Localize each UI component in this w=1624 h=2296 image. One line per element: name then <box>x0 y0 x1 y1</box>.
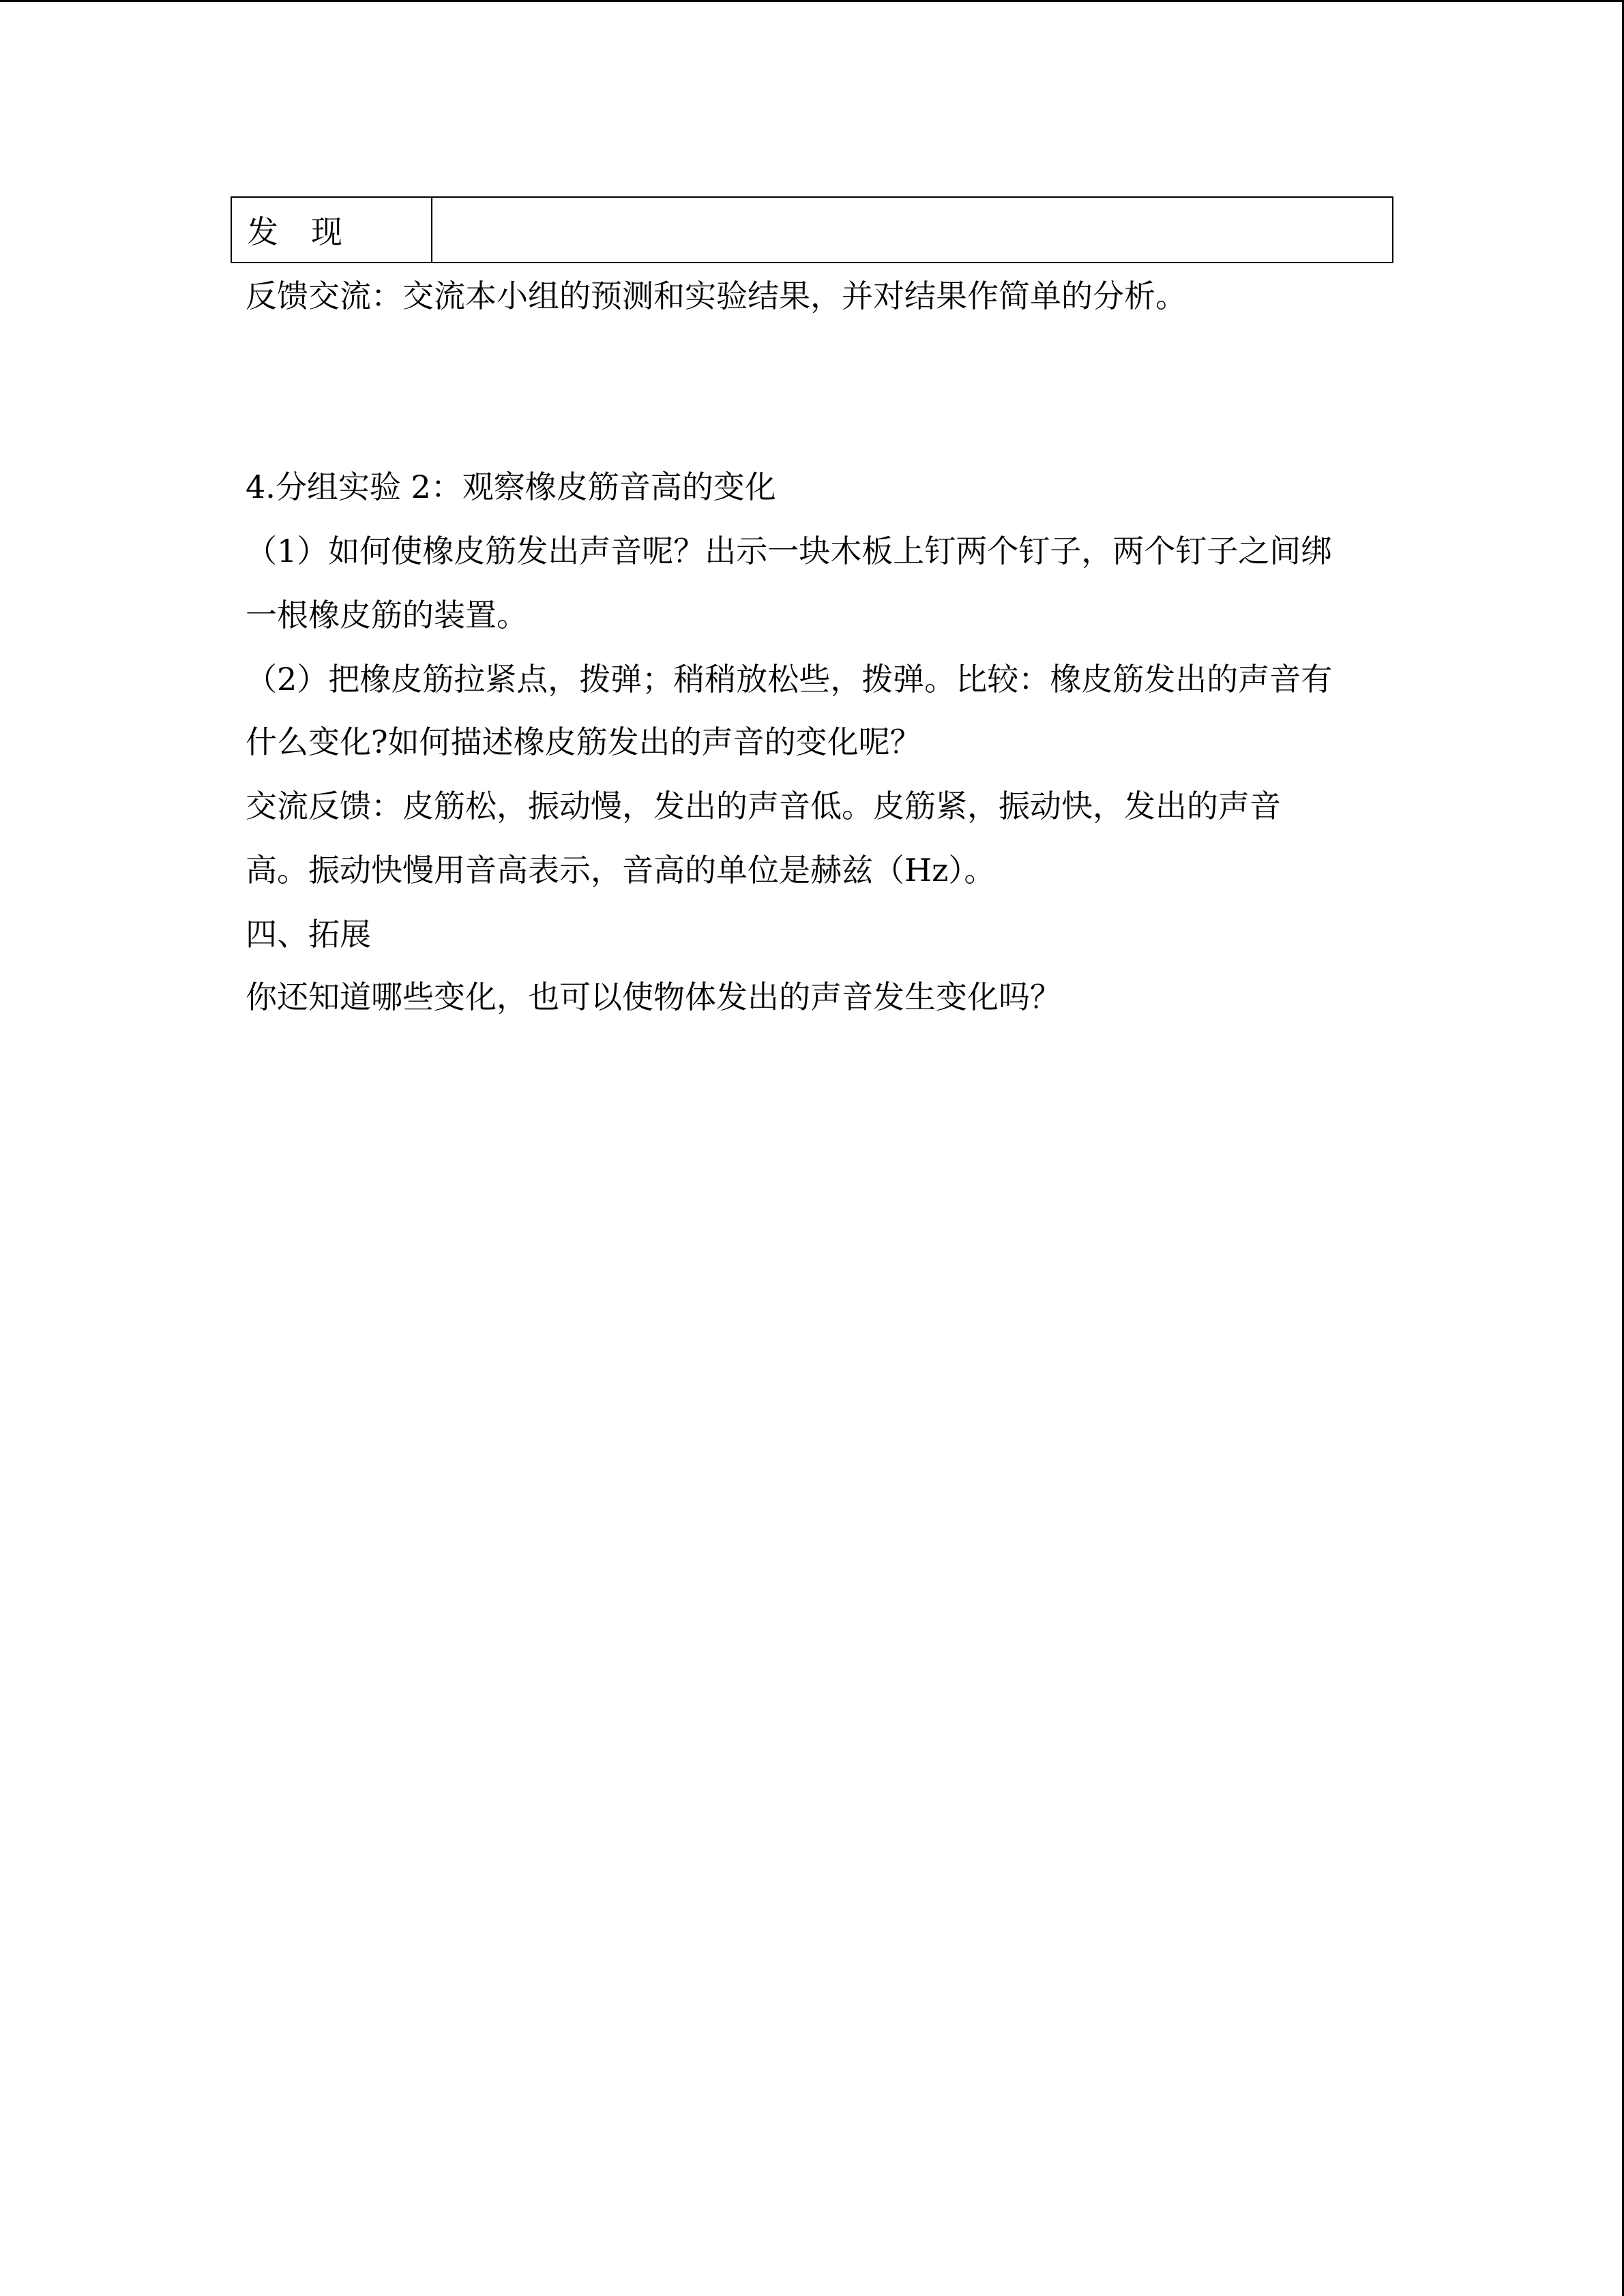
page-top-border <box>0 0 1624 2</box>
findings-value <box>432 197 1393 263</box>
feedback-paragraph: 反馈交流：交流本小组的预测和实验结果，并对结果作简单的分析。 <box>246 278 1187 314</box>
findings-row <box>231 197 1393 263</box>
section-heading: 四、拓展 <box>246 916 371 953</box>
step2-line2: 什么变化?如何描述橡皮筋发出的声音的变化呢？ <box>246 724 921 760</box>
extension-question: 你还知道哪些变化，也可以使物体发出的声音发生变化吗？ <box>246 979 1061 1015</box>
step2-line1: （2）把橡皮筋拉紧点，拨弹；稍稍放松些，拨弹。比较：橡皮筋发出的声音有 <box>246 661 1333 698</box>
step1-line2: 一根橡皮筋的装置。 <box>246 597 528 633</box>
experiment-title: 4.分组实验 2：观察橡皮筋音高的变化 <box>246 468 776 505</box>
findings-label: 发现 <box>231 197 432 263</box>
step1-line1: （1）如何使橡皮筋发出声音呢？出示一块木板上钉两个钉子，两个钉子之间绑 <box>246 533 1333 569</box>
findings-table <box>231 196 1393 263</box>
feedback2-line1: 交流反馈：皮筋松，振动慢，发出的声音低。皮筋紧，振动快，发出的声音 <box>246 788 1281 824</box>
feedback2-line2: 高。振动快慢用音高表示，音高的单位是赫兹（Hz）。 <box>246 852 996 889</box>
